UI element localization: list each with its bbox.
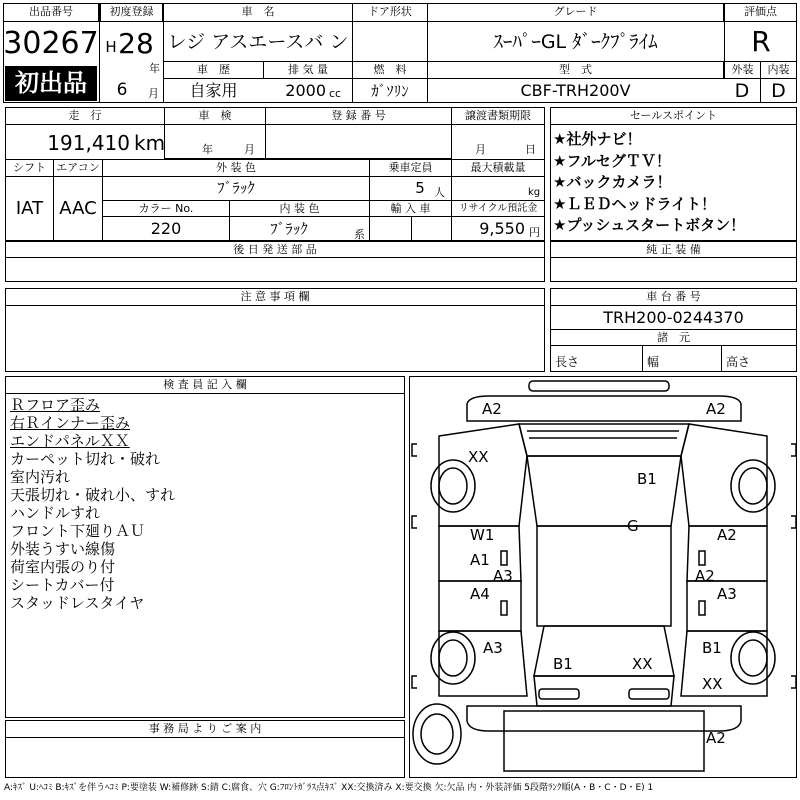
- damage-mark: XX: [632, 655, 653, 673]
- specs-label: 諸 元: [550, 329, 797, 346]
- exterior-color-label: 外 装 色: [102, 159, 370, 177]
- max-load-unit: kg: [528, 187, 541, 198]
- aircon-label: エアコン: [53, 159, 103, 177]
- width-label: 幅: [647, 355, 660, 369]
- damage-mark: B1: [553, 655, 573, 673]
- car-name-label: 車 名: [163, 3, 353, 22]
- interior-color-label: 内 装 色: [229, 200, 370, 217]
- car-body-diagram: [409, 376, 797, 778]
- interior-grade-label: 内装: [760, 61, 797, 79]
- transfer-month-unit: 月: [475, 143, 486, 156]
- damage-mark: A2: [706, 400, 726, 418]
- transfer-day-unit: 日: [525, 143, 536, 156]
- inspection-year-unit: 年: [202, 143, 213, 156]
- interior-color-value: ﾌﾞﾗｯｸ: [270, 220, 308, 238]
- mileage-value: 191,410: [47, 131, 130, 155]
- damage-mark: A2: [717, 526, 737, 544]
- sales-points-list: [553, 129, 795, 237]
- damage-mark: A3: [717, 585, 737, 603]
- fuel-label: 燃 料: [352, 61, 428, 79]
- registration-year: 28: [118, 27, 154, 60]
- sales-point: ★ＬＥＤヘッドライト！: [553, 194, 716, 213]
- recycle-deposit-label: リサイクル預託金: [451, 200, 545, 217]
- damage-mark: A3: [493, 567, 513, 585]
- max-load-label: 最大積載量: [451, 159, 545, 177]
- grade-label: グレード: [427, 3, 724, 22]
- registration-month: 6: [116, 80, 128, 100]
- length-label: 長さ: [555, 355, 580, 369]
- height-label: 高さ: [726, 355, 751, 369]
- specs-divider-2: [721, 346, 722, 372]
- displacement-label: 排 気 量: [263, 61, 353, 79]
- exterior-grade-label: 外装: [724, 61, 761, 79]
- displacement-value: 2000: [285, 81, 326, 100]
- model-label: 型 式: [427, 61, 724, 79]
- grade-value: ｽｰﾊﾟｰGL ﾀﾞｰｸﾌﾟﾗｲﾑ: [493, 31, 658, 53]
- history-value: 自家用: [189, 81, 238, 100]
- inspector-note: カーペット切れ・破れ: [10, 450, 161, 468]
- door-type-label: ドア形状: [352, 3, 428, 22]
- inspector-note: 荷室内張のり付: [10, 558, 116, 576]
- capacity-unit: 人: [434, 186, 445, 199]
- damage-mark: A4: [470, 585, 490, 603]
- specs-divider-1: [642, 346, 643, 372]
- inspector-note: エンドパネルＸＸ: [10, 432, 130, 450]
- aircon-value: AAC: [53, 177, 103, 241]
- inspector-note: 室内汚れ: [10, 468, 71, 486]
- interior-color-cell: [229, 216, 370, 241]
- color-number-value: 220: [150, 219, 182, 238]
- score-label: 評価点: [724, 3, 797, 22]
- caution-label: 注 意 事 項 欄: [5, 288, 545, 306]
- inspector-note: 右Ｒインナー歪み: [10, 414, 131, 432]
- inspector-notes: [10, 396, 400, 612]
- office-title: 事 務 局 よ り ご 案 内: [5, 720, 405, 738]
- inspector-note: シートカバー付: [10, 576, 115, 594]
- sales-point: ★バックカメラ！: [553, 173, 672, 191]
- lot-number-label: 出品番号: [3, 3, 99, 22]
- interior-color-suffix: 系: [354, 228, 365, 241]
- later-parts-label: 後 日 発 送 部 品: [5, 241, 545, 258]
- registration-number-label: 登 録 番 号: [265, 107, 452, 125]
- lot-number: 30267: [3, 26, 99, 61]
- sales-point: ★プッシュスタートボタン！: [553, 216, 746, 234]
- recycle-deposit-value: 9,550: [479, 219, 525, 238]
- displacement-unit: cc: [329, 87, 342, 100]
- import-car-divider: [411, 216, 412, 241]
- damage-mark: A1: [470, 551, 490, 569]
- inspector-note: スタッドレスタイヤ: [10, 594, 145, 612]
- door-type: [352, 22, 428, 62]
- registration-number-cell: [265, 124, 452, 159]
- score-value: R: [724, 22, 797, 62]
- color-number-label: カラー No.: [102, 200, 230, 217]
- year-unit: 年: [149, 62, 160, 75]
- first-registration-label: 初度登録: [100, 3, 163, 22]
- sales-point: ★社外ナビ！: [553, 130, 642, 148]
- inspector-note: Ｒフロア歪み: [10, 396, 101, 414]
- mileage-label: 走 行: [5, 107, 165, 125]
- inspector-note: フロント下廻りＡＵ: [10, 522, 146, 540]
- recycle-deposit-unit: 円: [529, 226, 540, 239]
- car-name: レジ アスエースバ ン: [167, 31, 349, 53]
- inspector-title: 検 査 員 記 入 欄: [5, 376, 405, 394]
- inspector-note: 天張切れ・破れ小、すれ: [10, 486, 176, 504]
- model-value: CBF-TRH200V: [520, 81, 631, 100]
- legend-line: A:ｷｽﾞ U:ﾍｺﾐ B:ｷｽﾞを伴うﾍｺﾐ P:要塗装 W:補修跡 S:錆 C:腐食、穴 G:ﾌﾛﾝﾄｶﾞﾗｽ点ｷｽﾞ XX:交換済み X:要交換 欠:欠品 内・外装評価 5段階ﾗﾝｸ順(A・B・C・D・E) 1: [4, 783, 654, 793]
- exterior-grade: D: [724, 79, 761, 103]
- inspector-note: 外装うすい線傷: [10, 540, 116, 558]
- capacity-value: 5: [415, 179, 425, 197]
- genuine-equipment-label: 純 正 装 備: [550, 241, 797, 258]
- sales-point: ★フルセグＴＶ！: [553, 151, 671, 170]
- interior-grade: D: [771, 80, 786, 102]
- shift-label: シフト: [5, 159, 54, 177]
- import-car-label: 輸 入 車: [369, 200, 452, 217]
- chassis-number-label: 車 台 番 号: [550, 288, 797, 306]
- mileage-unit: km: [134, 131, 166, 155]
- sales-points-label: セールスポイント: [550, 107, 797, 125]
- damage-mark: G: [627, 517, 639, 535]
- exterior-color-value: ﾌﾞﾗｯｸ: [217, 179, 255, 197]
- month-unit: 月: [148, 87, 159, 100]
- inspection-month-unit: 月: [244, 143, 255, 156]
- transfer-deadline-label: 譲渡書類期限: [451, 107, 545, 125]
- damage-mark: A2: [706, 729, 726, 747]
- damage-mark: XX: [468, 448, 489, 466]
- capacity-label: 乗車定員: [369, 159, 452, 177]
- chassis-number-value: TRH200-0244370: [603, 308, 744, 327]
- damage-mark: A3: [483, 639, 503, 657]
- fuel-value: ｶﾞｿﾘﾝ: [352, 79, 428, 103]
- damage-mark: W1: [470, 526, 495, 544]
- damage-mark: B1: [637, 470, 657, 488]
- damage-mark: A2: [695, 567, 715, 585]
- first-listing-badge: 初出品: [5, 66, 97, 101]
- capacity-cell: [369, 176, 452, 201]
- inspection-label: 車 検: [164, 107, 266, 125]
- inspector-note: ハンドルすれ: [10, 504, 101, 522]
- damage-mark: XX: [702, 675, 723, 693]
- damage-mark: B1: [702, 639, 722, 657]
- damage-mark: A2: [482, 400, 502, 418]
- shift-value: IAT: [15, 198, 44, 219]
- history-label: 車 歴: [163, 61, 264, 79]
- era-letter: H: [105, 38, 117, 56]
